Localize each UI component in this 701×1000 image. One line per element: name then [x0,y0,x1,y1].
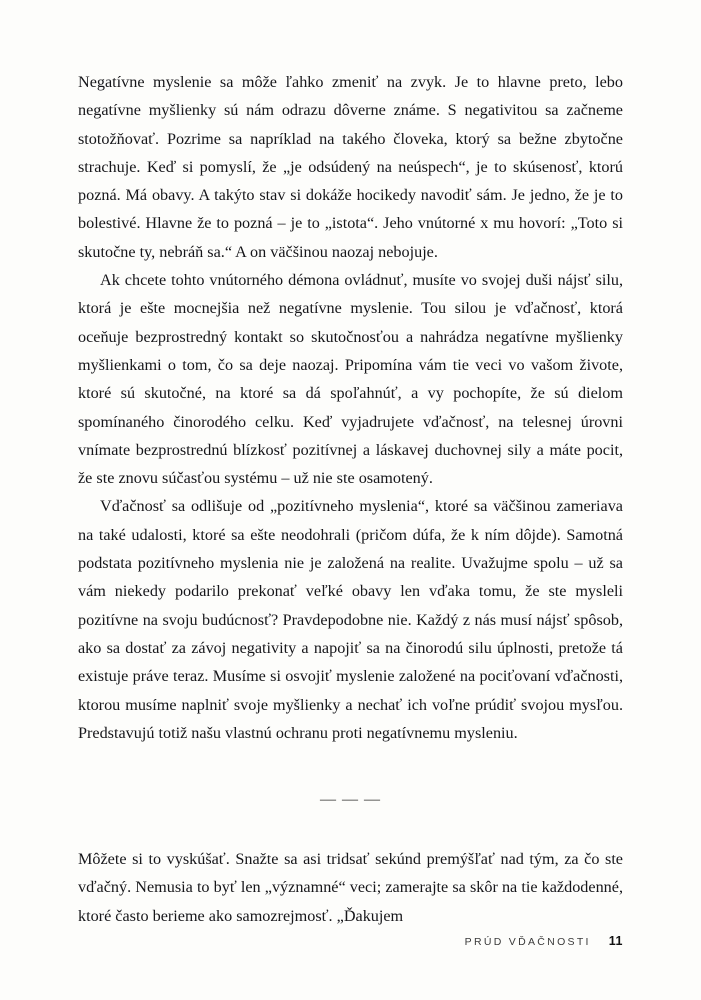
paragraph: Vďačnosť sa odlišuje od „pozitívneho myslenia“, ktoré sa väčšinou zameriava na také udalosti, ktoré sa ešte neodohrali (pričom dúfa, že k ním dôjde). Samotná podstata pozitívneho myslenia nie je založená na realite. Uvažujme spolu – už sa vám niekedy podarilo prekonať veľké obavy len vďaka tomu, že ste mysleli pozitívne na svoju budúcnosť? Pravdepodobne nie. Každý z nás musí nájsť spôsob, ako sa dostať za závoj negativity a napojiť sa na činorodú silu úplnosti, pretože tá existuje práve teraz. Musíme si osvojiť myslenie založené na pociťovaní vďačnosti, ktorou musíme naplniť svoje myšlienky a nechať ich voľne prúdiť svojou mysľou. Predstavujú totiž našu vlastnú ochranu proti negatívnemu mysleniu. [78,497,623,742]
divider-glyphs: — — — [320,791,381,809]
paragraph: Negatívne myslenie sa môže ľahko zmeniť na zvyk. Je to hlavne preto, lebo negatívne myšlienky sú nám odrazu dôverne známe. S negativitou sa začneme stotožňovať. Pozrime sa napríklad na takého človeka, ktorý sa bežne zbytočne strachuje. Keď si pomyslí, že „je odsúdený na neúspech“, je to skúsenosť, ktorú pozná. Má obavy. A takýto stav si dokáže hocikedy navodiť sám. Je jedno, že je to bolestivé. Hlavne že to pozná – je to „istota“. Jeho vnútorné x mu hovorí: „Toto si skutočne ty, nebráň sa.“ A on väčšinou naozaj nebojuje. [78,73,623,261]
running-title: PRÚD VĎAČNOSTI [464,936,591,948]
paragraph: Ak chcete tohto vnútorného démona ovládnuť, musíte vo svojej duši nájsť silu, ktorá je ešte mocnejšia než negatívne myslenie. Tou silou je vďačnosť, ktorá oceňuje bezprostredný kontakt so skutočnosťou a nahrádza negatívne myšlienky myšlienkami o tom, čo sa deje naozaj. Pripomína vám tie veci vo vašom živote, ktoré sú skutočné, na ktoré sa dá spoľahnúť, a vy pochopíte, že sú dielom spomínaného činorodého celku. Keď vyjadrujete vďačnosť, na telesnej úrovni vnímate bezprostrednú blízkosť pozitívnej a láskavej duchovnej sily a máte pocit, že ste znovu súčasťou systému – už nie ste osamotený. [78,271,623,488]
page-number: 11 [608,934,623,948]
paragraph: Môžete si to vyskúšať. Snažte sa asi tridsať sekúnd premýšľať nad tým, za čo ste vďačný. Nemusia to byť len „významné“ veci; zamerajte sa skôr na tie každodenné, ktoré často berieme ako samozrejmosť. „Ďakujem [78,850,623,925]
page-text-column [78,68,623,930]
page-footer [78,934,623,948]
section-divider [78,747,623,845]
